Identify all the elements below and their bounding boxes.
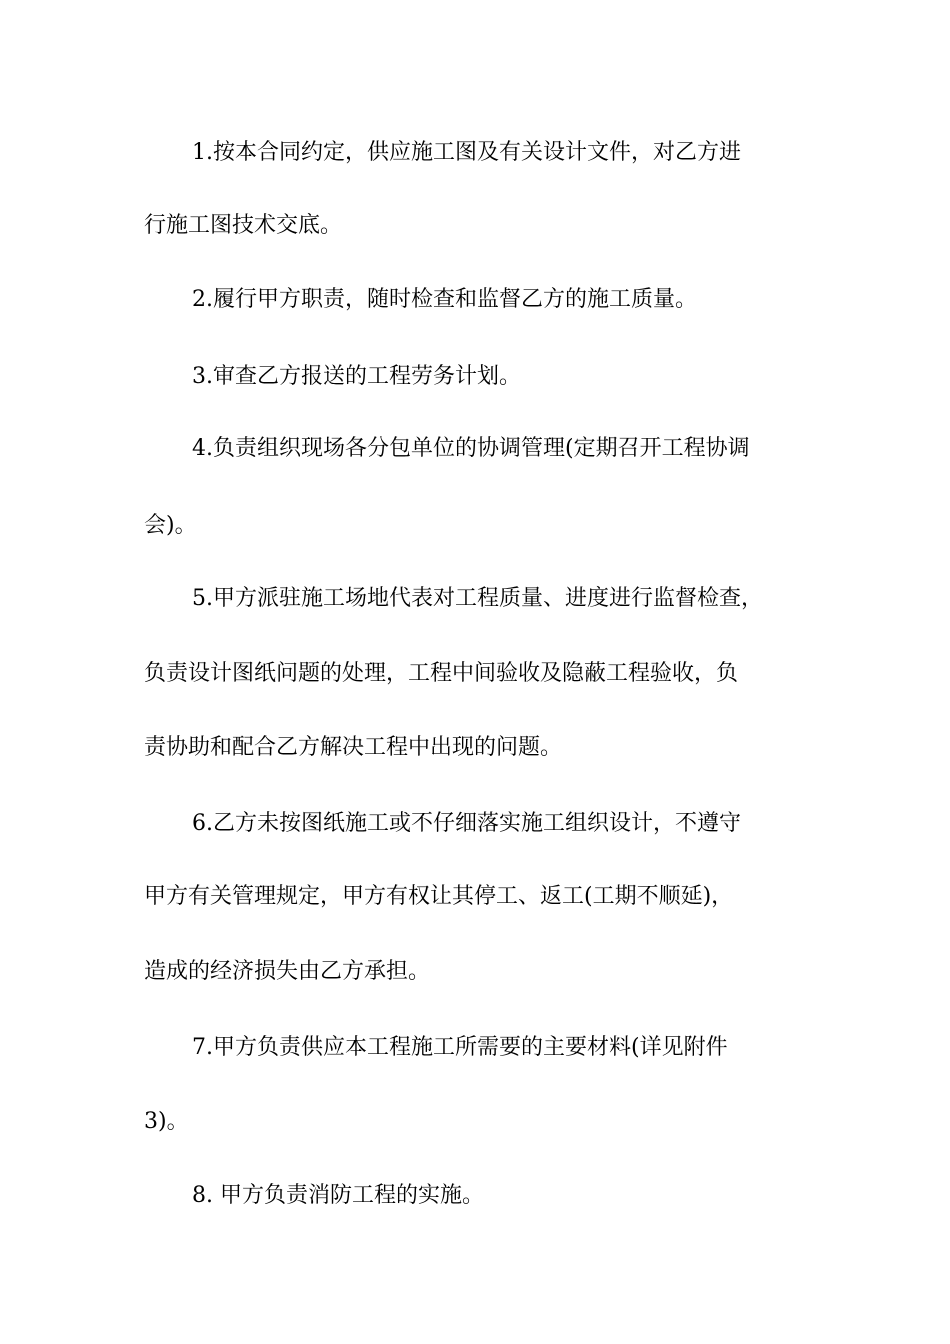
clause-6-line-2: 甲方有关管理规定，甲方有权让其停工、返工(工期不顺延)，	[144, 884, 734, 909]
clause-4-line-2: 会)。	[144, 513, 197, 538]
clause-5-line-3: 责协助和配合乙方解决工程中出现的问题。	[144, 735, 563, 760]
clause-8-line-1: 8. 甲方负责消防工程的实施。	[192, 1183, 484, 1208]
clause-6-line-1: 6.乙方未按图纸施工或不仔细落实施工组织设计，不遵守	[192, 811, 741, 836]
clause-2-line-1: 2.履行甲方职责，随时检查和监督乙方的施工质量。	[192, 287, 697, 312]
clause-6-line-3: 造成的经济损失由乙方承担。	[144, 959, 431, 984]
clause-7-line-2: 3)。	[144, 1109, 189, 1134]
clause-4-line-1: 4.负责组织现场各分包单位的协调管理(定期召开工程协调	[192, 436, 750, 461]
clause-3-line-1: 3.审查乙方报送的工程劳务计划。	[192, 364, 521, 389]
clause-5-line-1: 5.甲方派驻施工场地代表对工程质量、进度进行监督检查，	[192, 586, 763, 611]
clause-1-line-2: 行施工图技术交底。	[144, 213, 343, 238]
clause-1-line-1: 1.按本合同约定，供应施工图及有关设计文件，对乙方进	[192, 140, 741, 165]
clause-5-line-2: 负责设计图纸问题的处理，工程中间验收及隐蔽工程验收，负	[144, 661, 739, 686]
clause-7-line-1: 7.甲方负责供应本工程施工所需要的主要材料(详见附件	[192, 1035, 728, 1060]
